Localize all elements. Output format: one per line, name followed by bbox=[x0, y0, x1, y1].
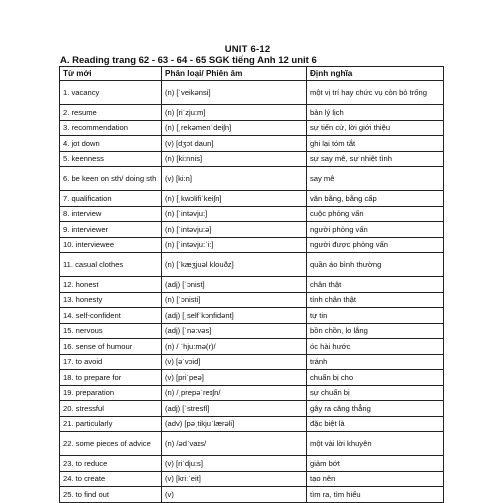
vocab-word-cell: 8. interview bbox=[60, 206, 162, 222]
vocab-word-cell: 22. some pieces of advice bbox=[60, 432, 162, 456]
word-type-ipa-cell: (n) [ˌrekəmenˈdeiʃn] bbox=[162, 120, 307, 136]
vocab-word-cell: 23. to reduce bbox=[60, 456, 162, 472]
page-title: UNIT 6-12 bbox=[224, 44, 271, 55]
word-type-ipa-cell: (adv) [pəˌtikjuˈlærəli] bbox=[162, 416, 307, 432]
word-type-ipa-cell: (n) [ki:nnis] bbox=[162, 151, 307, 167]
definition-cell: giảm bớt bbox=[307, 456, 444, 472]
vocab-word-cell: 24. to create bbox=[60, 471, 162, 487]
word-type-ipa-cell: (adj) [ˌselfˈkɔnfidənt] bbox=[162, 308, 307, 324]
table-header-row bbox=[60, 67, 444, 81]
vocab-word-cell: 12. honest bbox=[60, 277, 162, 293]
definition-cell: sự tiến cử, lời giới thiệu bbox=[307, 120, 444, 136]
word-type-ipa-cell: (v) bbox=[162, 487, 307, 503]
definition-cell: tìm ra, tìm hiểu bbox=[307, 487, 444, 503]
table-row bbox=[60, 401, 444, 417]
word-type-ipa-cell: (v) [dʒɔt daun] bbox=[162, 136, 307, 152]
table-row bbox=[60, 308, 444, 324]
table-row bbox=[60, 456, 444, 472]
word-type-ipa-cell: (v) [priˈpeə] bbox=[162, 370, 307, 386]
definition-cell: chuẩn bị cho bbox=[307, 370, 444, 386]
vocab-word-cell: 15. nervous bbox=[60, 323, 162, 339]
table-row bbox=[60, 206, 444, 222]
table-row bbox=[60, 432, 444, 456]
word-type-ipa-cell: (n) [ˈintəvju:] bbox=[162, 206, 307, 222]
table-row bbox=[60, 105, 444, 121]
vocab-word-cell: 10. interviewee bbox=[60, 237, 162, 253]
word-type-ipa-cell: (n) [ˈintəvju:ə] bbox=[162, 222, 307, 238]
definition-cell: tính chân thật bbox=[307, 292, 444, 308]
column-header-definition: Định nghĩa bbox=[307, 67, 444, 81]
table-row bbox=[60, 323, 444, 339]
word-type-ipa-cell: (n) /ˌprepəˈreɪʃn/ bbox=[162, 385, 307, 401]
vocab-word-cell: 16. sense of humour bbox=[60, 339, 162, 355]
word-type-ipa-cell: (n) [ˈintəvju:ˈi:] bbox=[162, 237, 307, 253]
definition-cell: một vị trí hay chức vụ còn bỏ trống bbox=[307, 81, 444, 105]
word-type-ipa-cell: (v) [ki:n] bbox=[162, 167, 307, 191]
table-row bbox=[60, 167, 444, 191]
word-type-ipa-cell: (v) [əˈvɔid] bbox=[162, 354, 307, 370]
vocab-word-cell: 7. qualification bbox=[60, 191, 162, 207]
word-type-ipa-cell: (n) [ˈɔnisti] bbox=[162, 292, 307, 308]
table-row bbox=[60, 237, 444, 253]
word-type-ipa-cell: (n) [ˌkwɔlifiˈkeiʃn] bbox=[162, 191, 307, 207]
table-row bbox=[60, 81, 444, 105]
column-header-word: Từ mới bbox=[60, 67, 162, 81]
definition-cell: bản lý lịch bbox=[307, 105, 444, 121]
word-type-ipa-cell: (v) [kriːˈeit] bbox=[162, 471, 307, 487]
word-type-ipa-cell: (n) / ˈhju:mə(r)/ bbox=[162, 339, 307, 355]
vocab-word-cell: 14. self-confident bbox=[60, 308, 162, 324]
table-row bbox=[60, 416, 444, 432]
vocab-word-cell: 11. casual clothes bbox=[60, 253, 162, 277]
table-row bbox=[60, 191, 444, 207]
definition-cell: cuộc phỏng vấn bbox=[307, 206, 444, 222]
vocab-word-cell: 20. stressful bbox=[60, 401, 162, 417]
vocab-word-cell: 13. honesty bbox=[60, 292, 162, 308]
table-row bbox=[60, 120, 444, 136]
table-row bbox=[60, 385, 444, 401]
definition-cell: tránh bbox=[307, 354, 444, 370]
definition-cell: người được phỏng vấn bbox=[307, 237, 444, 253]
definition-cell: sự say mê, sự nhiệt tình bbox=[307, 151, 444, 167]
definition-cell: quần áo bình thường bbox=[307, 253, 444, 277]
vocab-word-cell: 4. jot down bbox=[60, 136, 162, 152]
table-row bbox=[60, 354, 444, 370]
table-row bbox=[60, 222, 444, 238]
definition-cell: đặc biệt là bbox=[307, 416, 444, 432]
table-body bbox=[60, 81, 444, 503]
vocab-word-cell: 18. to prepare for bbox=[60, 370, 162, 386]
word-type-ipa-cell: (v) [riˈdju:s] bbox=[162, 456, 307, 472]
table-row bbox=[60, 136, 444, 152]
definition-cell: người phỏng vấn bbox=[307, 222, 444, 238]
vocab-word-cell: 17. to avoid bbox=[60, 354, 162, 370]
vocab-word-cell: 6. be keen on sth/ doing sth bbox=[60, 167, 162, 191]
table-row bbox=[60, 471, 444, 487]
definition-cell: ghi lại tóm tắt bbox=[307, 136, 444, 152]
word-type-ipa-cell: (n) [riˈzju:m] bbox=[162, 105, 307, 121]
vocabulary-table bbox=[59, 66, 444, 503]
table-row bbox=[60, 370, 444, 386]
definition-cell: bồn chồn, lo lắng bbox=[307, 323, 444, 339]
definition-cell: say mê bbox=[307, 167, 444, 191]
section-heading: A. Reading trang 62 - 63 - 64 - 65 SGK tiếng Anh 12 unit 6 bbox=[60, 55, 317, 66]
word-type-ipa-cell: (n) /ədˈvaɪs/ bbox=[162, 432, 307, 456]
table-row bbox=[60, 339, 444, 355]
vocab-word-cell: 3. recommendation bbox=[60, 120, 162, 136]
definition-cell: tạo nên bbox=[307, 471, 444, 487]
definition-cell: văn bằng, bằng cấp bbox=[307, 191, 444, 207]
vocab-word-cell: 5. keenness bbox=[60, 151, 162, 167]
definition-cell: một vài lời khuyên bbox=[307, 432, 444, 456]
definition-cell: tự tin bbox=[307, 308, 444, 324]
vocab-word-cell: 1. vacancy bbox=[60, 81, 162, 105]
definition-cell: chân thật bbox=[307, 277, 444, 293]
word-type-ipa-cell: (n) [ˈveikənsi] bbox=[162, 81, 307, 105]
vocab-word-cell: 19. preparation bbox=[60, 385, 162, 401]
word-type-ipa-cell: (adj) [ˈɔnist] bbox=[162, 277, 307, 293]
table-row bbox=[60, 292, 444, 308]
table-row bbox=[60, 253, 444, 277]
word-type-ipa-cell: (adj) [ˈstresfl] bbox=[162, 401, 307, 417]
word-type-ipa-cell: (adj) [ˈnə:vəs] bbox=[162, 323, 307, 339]
table-row bbox=[60, 277, 444, 293]
table-row bbox=[60, 487, 444, 503]
vocab-word-cell: 21. particularly bbox=[60, 416, 162, 432]
vocab-word-cell: 2. resume bbox=[60, 105, 162, 121]
definition-cell: gây ra căng thẳng bbox=[307, 401, 444, 417]
column-header-type-ipa: Phân loại/ Phiên âm bbox=[162, 67, 307, 81]
definition-cell: sự chuẩn bị bbox=[307, 385, 444, 401]
vocab-word-cell: 25. to find out bbox=[60, 487, 162, 503]
table-row bbox=[60, 151, 444, 167]
vocab-word-cell: 9. interviewer bbox=[60, 222, 162, 238]
word-type-ipa-cell: (n) [ˈkæʒjuəl klouðz] bbox=[162, 253, 307, 277]
definition-cell: óc hài hước bbox=[307, 339, 444, 355]
